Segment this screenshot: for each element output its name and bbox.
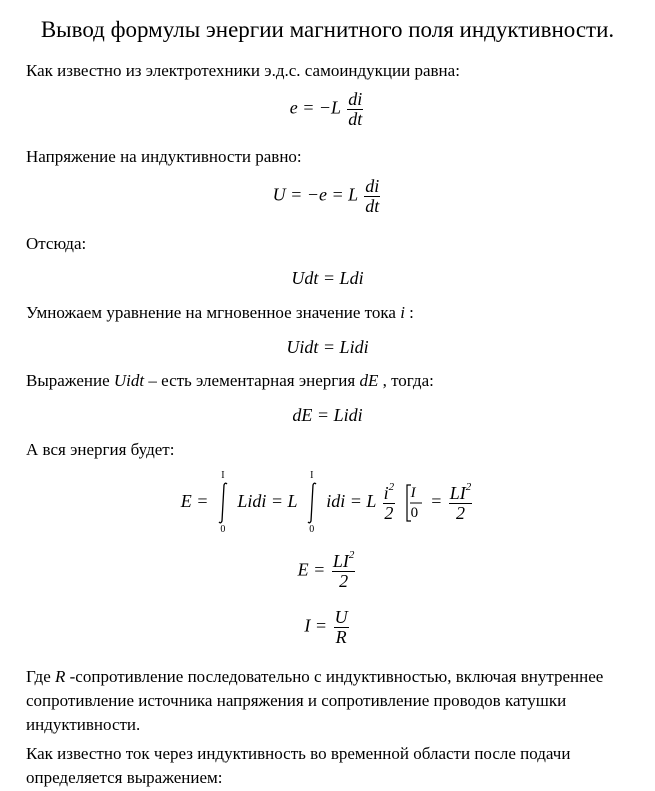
evaluation-upper: I (410, 485, 416, 501)
equation-emf-lhs: e = −L (289, 97, 341, 118)
integral-fraction-1 (383, 480, 396, 523)
paragraph-resistance (26, 665, 646, 737)
paragraph-multiply-suffix: : (404, 303, 414, 322)
fraction-denominator: 2 (384, 502, 394, 523)
equation-emf (0, 90, 655, 129)
numerator-exponent: 2 (388, 480, 395, 493)
fraction-numerator (383, 480, 396, 504)
integral-body-1: Lidi = L (237, 491, 298, 512)
equation-energy-lhs: E = (297, 559, 326, 580)
equation-voltage-lhs: U = −e = L (272, 184, 358, 205)
numerator-base: LI (449, 482, 466, 503)
equation-current-lhs: I = (304, 615, 328, 636)
fraction-denominator: dt (365, 195, 380, 216)
equation-udt: Udt = Ldi (291, 268, 364, 288)
de-variable: dE (359, 371, 379, 390)
fraction-denominator: 2 (339, 570, 349, 591)
equation-current-fraction (334, 608, 349, 647)
integral-sign-2 (304, 471, 320, 535)
evaluation-bracket (405, 484, 423, 522)
integral-lower-limit: 0 (220, 524, 226, 535)
fraction-numerator: di (365, 176, 380, 196)
fraction-denominator: dt (348, 108, 363, 129)
paragraph-expression-text: Выражение (26, 371, 114, 390)
numerator-base: i (383, 482, 389, 503)
integral-fraction-2 (449, 480, 473, 523)
paragraph-emf-intro: Как известно из электротехники э.д.с. самоиндукции равна: (26, 61, 460, 80)
paragraph-voltage-intro: Напряжение на индуктивности равно: (26, 147, 302, 166)
integral-symbol (306, 481, 318, 525)
equation-voltage-fraction (364, 177, 380, 216)
current-variable: i (400, 303, 405, 322)
integral-upper-limit: I (310, 470, 314, 481)
paragraph-resistance-prefix: Где (26, 667, 55, 686)
uidt-variable: Uidt (113, 371, 145, 390)
equation-current (0, 608, 655, 647)
page-title: Вывод формулы энергии магнитного поля индуктивности. (40, 17, 615, 42)
paragraph-hence: Отсюда: (26, 234, 87, 253)
equation-uidt: Uidt = Lidi (286, 337, 369, 357)
paragraph-current-time: Как известно ток через индуктивность во временной области после подачи определяется выражением: (26, 744, 571, 787)
resistance-variable: R (55, 667, 66, 686)
equals-sign: = (430, 491, 443, 512)
paragraph-resistance-text: -сопротивление последовательно с индуктивностью, включая внутреннее сопротивление источника напряжения и сопротивление проводов катушки индуктивности. (26, 667, 604, 734)
integral-lower-limit: 0 (309, 524, 315, 535)
paragraph-multiply-text: Умножаем уравнение на мгновенное значение тока (26, 303, 401, 322)
integral-body-2: idi = L (326, 491, 377, 512)
equation-energy (0, 549, 655, 591)
numerator-exponent: 2 (465, 480, 472, 493)
equation-energy-fraction (332, 549, 356, 591)
fraction-numerator (332, 549, 356, 572)
evaluation-lower: 0 (410, 505, 419, 521)
integral-sign-1 (215, 471, 231, 535)
integral-upper-limit: I (221, 470, 225, 481)
integral-symbol (217, 481, 229, 525)
paragraph-total-energy: А вся энергия будет: (26, 440, 175, 459)
numerator-exponent: 2 (348, 549, 355, 561)
fraction-numerator: di (348, 89, 363, 109)
equation-integral (0, 471, 655, 535)
equation-de: dE = Lidi (292, 405, 363, 425)
equation-emf-fraction (347, 90, 363, 129)
fraction-numerator (449, 480, 473, 504)
paragraph-multiply (26, 302, 646, 325)
paragraph-expression-mid: – есть элементарная энергия (144, 371, 360, 390)
paragraph-expression (26, 370, 646, 393)
fraction-denominator: R (335, 626, 347, 647)
fraction-denominator: 2 (456, 502, 465, 523)
equation-voltage (0, 177, 655, 216)
paragraph-expression-suffix: , тогда: (378, 371, 434, 390)
numerator-base: LI (332, 551, 349, 571)
fraction-numerator: U (334, 607, 348, 627)
equation-integral-lhs: E = (180, 491, 209, 512)
